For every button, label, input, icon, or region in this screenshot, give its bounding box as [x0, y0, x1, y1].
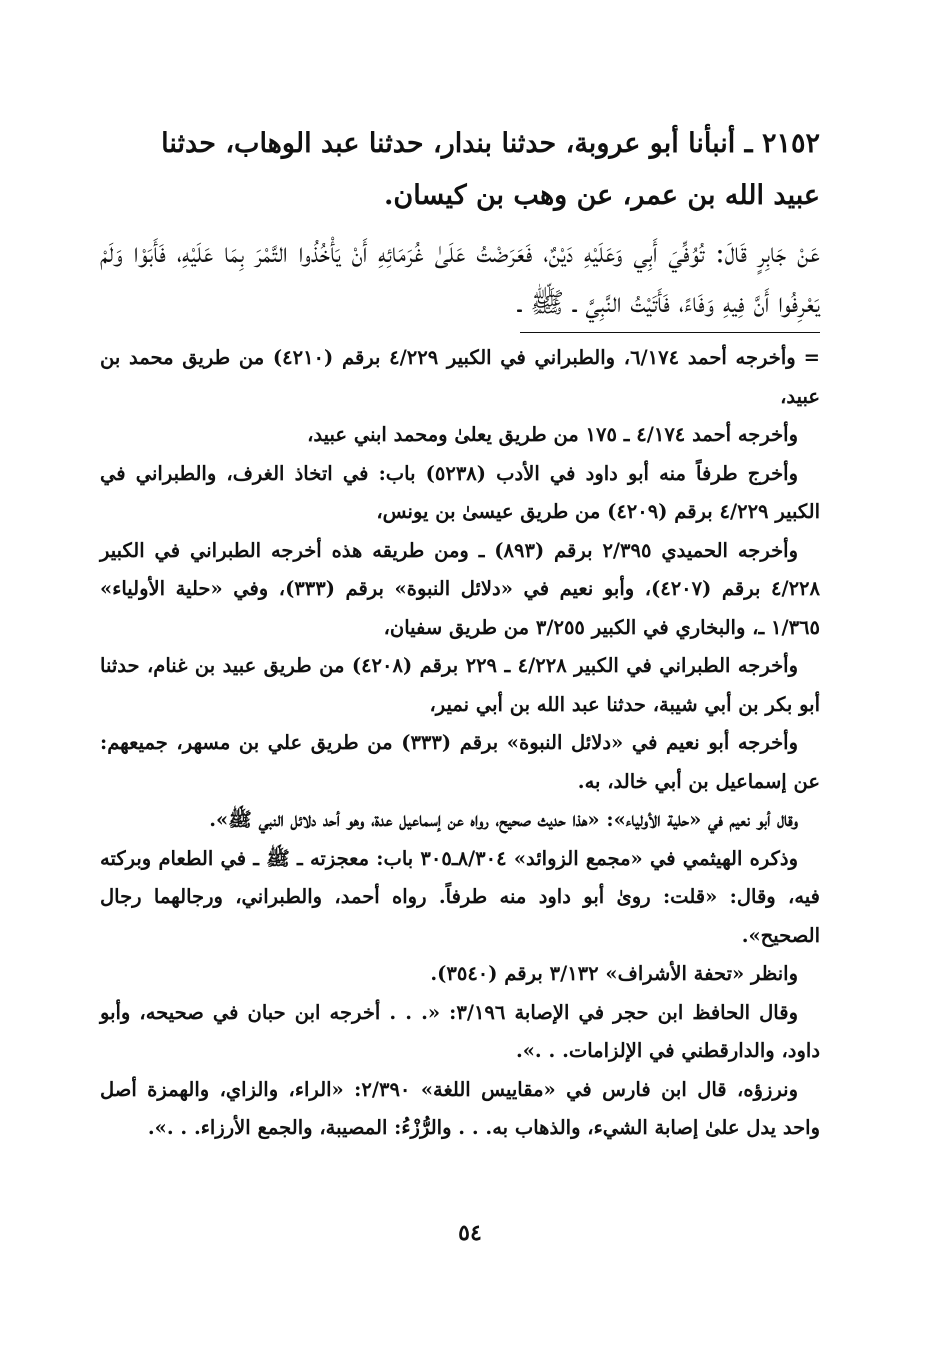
page-number: ٥٤	[458, 1220, 482, 1246]
footnote-paragraph	[100, 339, 820, 416]
footnote-separator	[520, 332, 820, 333]
hadith-chain-line-2: عبيد الله بن عمر، عن وهب بن كيسان.	[384, 180, 820, 211]
continuation-mark: =	[803, 346, 821, 369]
footnote-paragraph: وذكره الهيثمي في «مجمع الزوائد» ٨/٣٠٤ـ٣٠٥ باب: معجزته ـ ﷺ ـ في الطعام وبركته فيه، وقال: «قلت: روىٰ أبو داود منه طرفاً. رواه أحمد، والطبراني، ورجالهما رجال الصحيح».	[100, 846, 820, 947]
hadith-text: عَنْ جَابِرٍ قَالَ: تُوُفِّيَ أَبِي وَعَلَيْهِ دَيْنٌ، فَعَرَضْتُ عَلَىٰ غُرَمَائِهِ أَنْ يَأْخُذُوا التَّمْرَ بِمَا عَلَيْهِ، فَأَبَوْا وَلَمْ يَعْرِفُوا أَنَّ فِيهِ وَفَاءً، فَأَتَيْتُ النَّبِيَّ ـ ﷺ ـ	[100, 236, 820, 319]
footnote-paragraph: وأخرجه أبو نعيم في «دلائل النبوة» برقم (٣٣٣) من طريق علي بن مسهر، جميعهم: عن إسماعيل بن أبي خالد، به.	[100, 731, 820, 793]
footnote-paragraph: وأخرجه الحميدي ٢/٣٩٥ برقم (٨٩٣) ـ ومن طريقه هذه أخرجه الطبراني في الكبير ٤/٢٢٨ برقم (٤٢٠٧)، وأبو نعيم في «دلائل النبوة» برقم (٣٣٣)، وفي «حلية الأولياء» ١/٣٦٥ ـ، والبخاري في الكبير ٣/٢٥٥ من طريق سفيان،	[100, 538, 820, 639]
footnote-paragraph: وأخرجه أحمد ٤/١٧٤ ـ ١٧٥ من طريق يعلىٰ ومحمد ابني عبيد،	[307, 423, 798, 446]
footnote-paragraph: وانظر «تحفة الأشراف» ٣/١٣٢ برقم (٣٥٤٠).	[430, 962, 798, 985]
footnote-paragraph: وأخرجه الطبراني في الكبير ٤/٢٢٨ ـ ٢٢٩ برقم (٤٢٠٨) من طريق عبيد بن غنام، حدثنا أبو بكر بن أبي شيبة، حدثنا عبد الله بن أبي نمير،	[100, 654, 820, 716]
footnote-text: وأخرجه أحمد ٦/١٧٤، والطبراني في الكبير ٤/٢٢٩ برقم (٤٢١٠) من طريق محمد بن عبيد،	[100, 346, 820, 408]
footnotes	[100, 339, 820, 1148]
footnote-paragraph: وقال الحافظ ابن حجر في الإصابة ٣/١٩٦: «. . . أخرجه ابن حبان في صحيحه، وأبو داود، والدارقطني في الإلزامات. . .».	[100, 1000, 820, 1062]
footnote-separator-row	[100, 332, 820, 333]
footnote-paragraph: وأخرج طرفاً منه أبو داود في الأدب (٥٢٣٨) باب: في اتخاذ الغرف، والطبراني في الكبير ٤/٢٢٩ برقم (٤٢٠٩) من طريق عيسىٰ بن يونس،	[100, 461, 820, 523]
footnote-paragraph: ونرزؤه، قال ابن فارس في «مقاييس اللغة» ٢/٣٩٠: «الراء، والزاي، والهمزة أصل واحد يدل علىٰ إصابة الشيء، والذهاب به. . . والرُّزْءُ: المصيبة، والجمع الأرزاء. . .».	[100, 1077, 820, 1139]
hadith-chain-line-1: ٢١٥٢ ـ أنبأنا أبو عروبة، حدثنا بندار، حدثنا عبد الوهاب، حدثنا	[161, 128, 820, 159]
footnote-paragraph: وقال أبو نعيم في «حلية الأولياء»: «هذا حديث صحيح، رواه عن إسماعيل عدة، وهو أحد دلائل النبي ﷺ».	[209, 808, 798, 831]
